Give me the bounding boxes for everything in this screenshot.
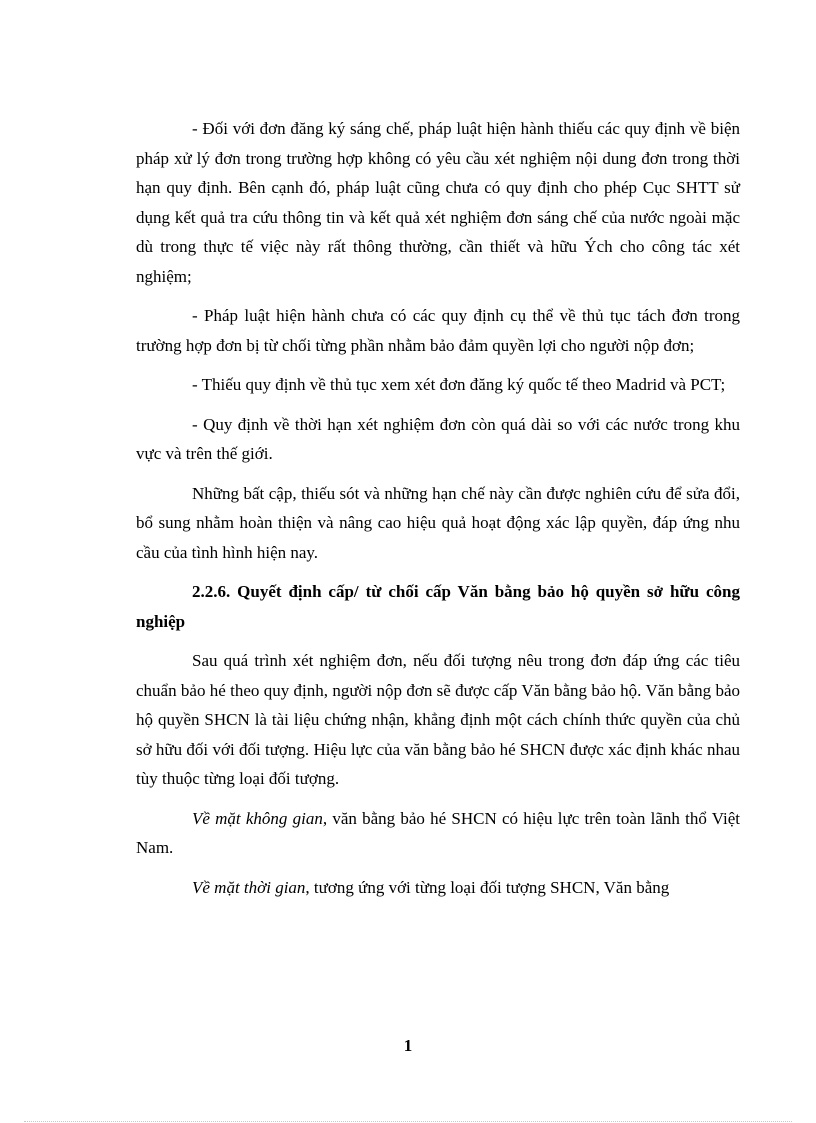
section-heading: 2.2.6. Quyết định cấp/ từ chối cấp Văn bằng bảo hộ quyền sở hữu công nghiệp	[136, 582, 740, 631]
paragraph-split-application: - Pháp luật hiện hành chưa có các quy định cụ thể về thủ tục tách đơn trong trường hợp đơn bị từ chối từng phần nhằm bảo đảm quyền lợi cho người nộp đơn;	[136, 306, 740, 355]
paragraph-international-application: - Thiếu quy định về thủ tục xem xét đơn đăng ký quốc tế theo Madrid và PCT;	[192, 375, 726, 394]
time-validity-emphasis: Về mặt thời gian	[192, 877, 306, 897]
paragraph-patent-application: - Đối với đơn đăng ký sáng chế, pháp luật hiện hành thiếu các quy định về biện pháp xử lý đơn trong trường hợp không có yêu cầu xét nghiệm nội dung đơn trong thời hạn quy định. Bên cạnh đó, pháp luật cũng chưa có quy định cho phép Cục SHTT sử dụng kết quả tra cứu thông tin và kết quả xét nghiệm đơn sáng chế của nước ngoài mặc dù trong thực tế việc này rất thông thường, cần thiết và hữu Ých cho công tác xét nghiệm;	[136, 119, 740, 286]
paragraph-protection-title: Sau quá trình xét nghiệm đơn, nếu đối tượng nêu trong đơn đáp ứng các tiêu chuẩn bảo hé theo quy định, người nộp đơn sẽ được cấp Văn bằng bảo hộ. Văn bằng bảo hộ quyền SHCN là tài liệu chứng nhận, khẳng định một cách chính thức quyền của chủ sở hữu đối với đối tượng. Hiệu lực của văn bằng bảo hé SHCN được xác định khác nhau tùy thuộc từng loại đối tượng.	[136, 651, 740, 788]
paragraph-time-validity	[136, 873, 740, 903]
paragraph-shortcomings: Những bất cập, thiếu sót và những hạn chế này cần được nghiên cứu để sửa đổi, bổ sung nhằm hoàn thiện và nâng cao hiệu quả hoạt động xác lập quyền, đáp ứng nhu cầu của tình hình hiện nay.	[136, 483, 740, 562]
page-number: 1	[403, 1036, 413, 1055]
space-validity-emphasis: Về mặt không gian	[192, 808, 323, 828]
document-body	[136, 114, 740, 912]
space-validity-text: , văn bằng bảo hé SHCN có hiệu lực trên toàn lãnh thổ Việt Nam.	[136, 808, 740, 857]
paragraph-space-validity	[136, 804, 740, 863]
page-bottom-divider	[24, 1121, 792, 1122]
time-validity-text: , tương ứng với từng loại đối tượng SHCN, Văn bằng	[305, 877, 670, 897]
paragraph-examination-period: - Quy định về thời hạn xét nghiệm đơn còn quá dài so với các nước trong khu vực và trên thế giới.	[136, 414, 740, 463]
